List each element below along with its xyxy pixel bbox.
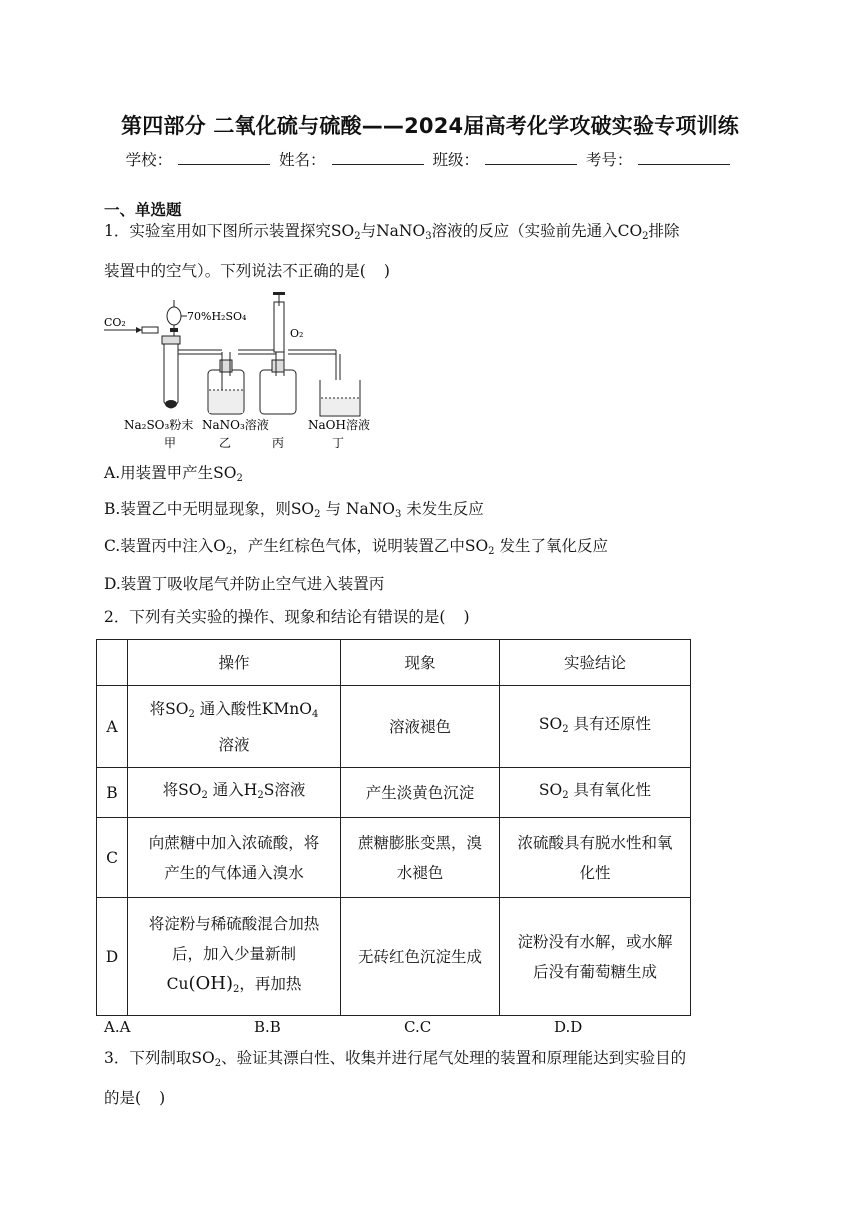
question-number: 1． [104, 222, 130, 240]
page-title: 第四部分 二氧化硫与硫酸——2024届高考化学攻破实验专项训练 [121, 114, 739, 138]
co2-formula: $CO_2$ [617, 222, 649, 242]
table-row [97, 898, 691, 1016]
fig-ding-label: 丁 [332, 436, 345, 450]
q1-close-paren: ) [383, 262, 390, 280]
fig-o2-label: O₂ [290, 327, 304, 340]
operation-cell: 将淀粉与稀硫酸混合加热 后，加入少量新制 $Cu(OH)_2$，再加热 [128, 898, 341, 1016]
question-2-stem: 2．下列有关实验的操作、现象和结论有错误的是( ) [104, 608, 470, 626]
q1-option-b[interactable]: B.装置乙中无明显现象，则$SO_2$ 与 NaNO$_3$ 未发生反应 [104, 500, 484, 520]
question-number: 3． [104, 1049, 130, 1067]
so2-formula: $SO_2$ [191, 1049, 222, 1069]
conclusion-cell: $SO_2$ 具有还原性 [500, 686, 691, 768]
q2-option-d[interactable]: D.D [554, 1018, 583, 1036]
fig-acid-label: 70%H₂SO₄ [187, 310, 247, 323]
q1-text-a: 实验室用如下图所示装置探究 [129, 222, 331, 240]
question-3-stem: 3．下列制取$SO_2$、验证其漂白性、收集并进行尾气处理的装置和原理能达到实验目的 的是( ) [104, 1049, 687, 1107]
so2-formula: $SO_2$ [330, 222, 361, 242]
school-field[interactable] [178, 150, 270, 165]
q2-option-c[interactable]: C.C [404, 1018, 432, 1036]
table-row [97, 768, 691, 818]
table-header-cell [97, 640, 128, 686]
q1-text-c: 溶液的反应（实验前先通入 [431, 222, 618, 240]
row-label: B [97, 768, 128, 818]
fig-na2so3-label: Na₂SO₃粉末 [124, 418, 194, 432]
student-info-line [0, 148, 860, 170]
table-row [97, 686, 691, 768]
section-heading: 一、单选题 [104, 201, 182, 219]
table-header-row [97, 640, 691, 686]
school-label: 学校： [125, 151, 173, 169]
phenomenon-cell: 蔗糖膨胀变黑，溴 水褪色 [341, 818, 500, 898]
experiment-table [96, 639, 691, 1016]
fig-yi-label: 乙 [219, 436, 232, 450]
q1-option-c[interactable]: C.装置丙中注入$O_2$，产生红棕色气体，说明装置乙中$SO_2$ 发生了氧化反应 [104, 537, 608, 557]
table-header-cell: 实验结论 [500, 640, 691, 686]
apparatus-figure [104, 292, 394, 452]
fig-nano3-label: NaNO₃溶液 [202, 418, 269, 432]
row-label: D [97, 898, 128, 1016]
nano3-formula: NaNO$_3$ [376, 222, 432, 242]
class-label: 班级： [432, 151, 479, 169]
q2-option-a[interactable]: A.A [104, 1018, 131, 1036]
phenomenon-cell: 产生淡黄色沉淀 [341, 768, 500, 818]
table-header-cell: 操作 [128, 640, 341, 686]
q2-option-b[interactable]: B.B [254, 1018, 281, 1036]
table-header-cell: 现象 [341, 640, 500, 686]
q1-option-a[interactable]: A.用装置甲产生$SO_2$ [104, 464, 243, 484]
question-1-stem [104, 214, 764, 288]
operation-cell: 将$SO_2$ 通入酸性KMnO$_4$ 溶液 [128, 686, 341, 768]
fig-co2-label: CO₂ [104, 316, 126, 329]
operation-cell: 将$SO_2$ 通入$H_2S$溶液 [128, 768, 341, 818]
q1-text-b: 与 [360, 222, 377, 240]
conclusion-cell: 浓硫酸具有脱水性和氧 化性 [500, 818, 691, 898]
table-row [97, 818, 691, 898]
exam-number-field[interactable] [638, 150, 730, 165]
conclusion-cell: 淀粉没有水解，或水解 后没有葡萄糖生成 [500, 898, 691, 1016]
q1-option-d[interactable]: D.装置丁吸收尾气并防止空气进入装置丙 [104, 575, 385, 593]
q1-text-line2: 装置中的空气）。下列说法不正确的是( [104, 262, 366, 280]
fig-jia-label: 甲 [164, 436, 177, 450]
question-number: 2． [104, 608, 130, 626]
phenomenon-cell: 无砖红色沉淀生成 [341, 898, 500, 1016]
q1-text-d: 排除 [648, 222, 680, 240]
class-field[interactable] [485, 150, 577, 165]
name-field[interactable] [332, 150, 424, 165]
exam-number-label: 考号： [585, 151, 633, 169]
operation-cell: 向蔗糖中加入浓硫酸，将 产生的气体通入溴水 [128, 818, 341, 898]
row-label: C [97, 818, 128, 898]
name-label: 姓名： [279, 151, 326, 169]
conclusion-cell: $SO_2$ 具有氧化性 [500, 768, 691, 818]
fig-bing-label: 丙 [272, 436, 285, 450]
phenomenon-cell: 溶液褪色 [341, 686, 500, 768]
row-label: A [97, 686, 128, 768]
fig-naoh-label: NaOH溶液 [308, 418, 370, 432]
